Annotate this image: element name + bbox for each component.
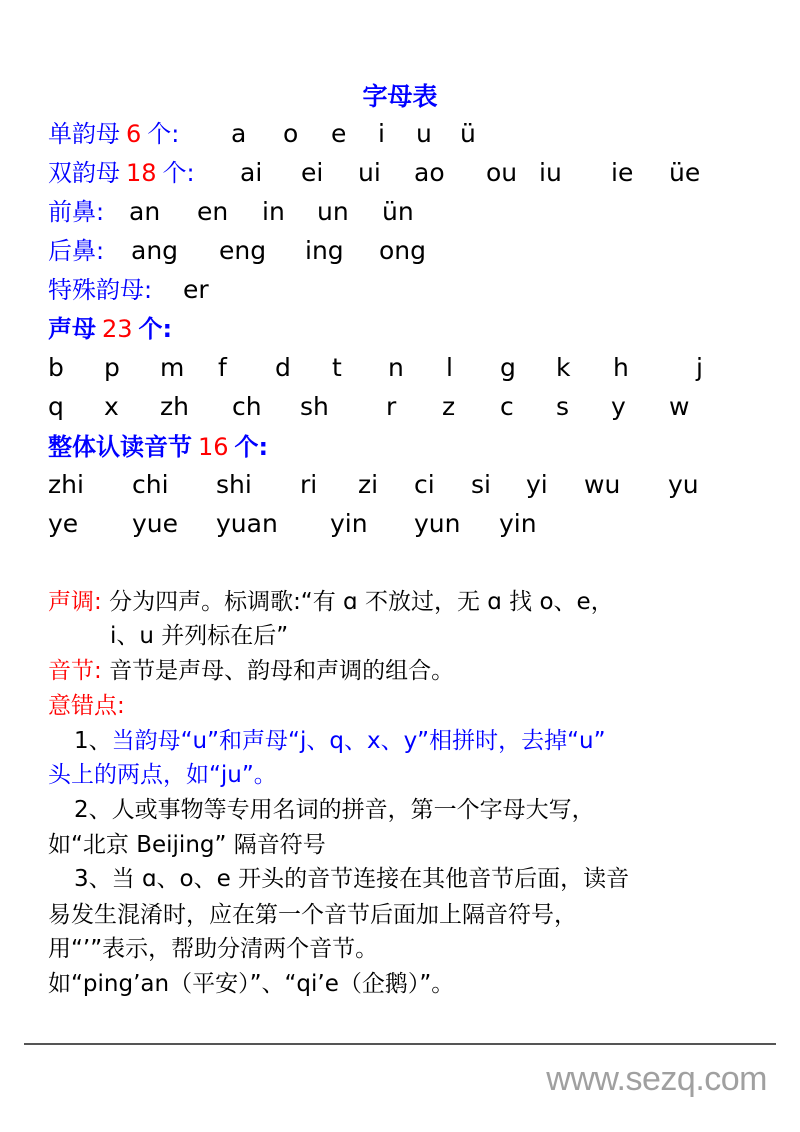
pinyin-item: ri	[300, 470, 318, 499]
pinyin-item: si	[471, 470, 491, 499]
pinyin-item: z	[442, 392, 456, 421]
pinyin-item: f	[218, 353, 227, 382]
pitfall-1-line-2	[48, 758, 768, 792]
tone-note-line-1	[48, 585, 768, 619]
pinyin-item: zhi	[48, 470, 84, 499]
single-finals-label: 单韵母	[48, 120, 120, 148]
pinyin-item: k	[556, 353, 571, 382]
pitfall-1-text-1: 当韵母“u”和声母“j、q、x、y”相拼时，去掉“u”	[111, 728, 606, 754]
pitfall-3-line-3	[48, 932, 768, 966]
pitfalls-label: 意错点:	[48, 693, 125, 719]
pitfall-2-line-1	[74, 793, 794, 827]
compound-finals-row	[48, 157, 768, 189]
pitfall-1-line-1	[74, 724, 794, 758]
pinyin-item: i	[378, 119, 385, 148]
pinyin-item: wu	[584, 470, 621, 499]
pinyin-item: p	[104, 353, 120, 382]
pinyin-item: zh	[160, 392, 189, 421]
syllable-label: 音节:	[48, 658, 102, 684]
pinyin-item: r	[386, 392, 397, 421]
footer-divider	[24, 1043, 776, 1045]
pinyin-item: a	[231, 119, 247, 148]
initials-count: 23	[102, 315, 133, 343]
compound-finals-unit: 个:	[162, 159, 195, 187]
front-nasal-row	[48, 196, 768, 228]
page-title: 字母表	[362, 82, 438, 111]
pinyin-item: x	[104, 392, 119, 421]
pinyin-item: ui	[358, 158, 381, 187]
pinyin-item: w	[669, 392, 690, 421]
pinyin-item: sh	[300, 392, 329, 421]
whole-syllables-header	[48, 431, 768, 463]
pitfall-3-line-4	[48, 967, 768, 1001]
pinyin-item: o	[283, 119, 299, 148]
initials-unit: 个:	[138, 315, 173, 343]
pinyin-item: ü	[460, 119, 476, 148]
pinyin-item: d	[275, 353, 291, 382]
tone-label: 声调:	[48, 589, 102, 615]
pinyin-item: g	[500, 353, 516, 382]
compound-finals-count: 18	[126, 159, 157, 187]
pinyin-item: eng	[219, 236, 267, 265]
compound-finals-label: 双韵母	[48, 159, 120, 187]
pitfall-1-text-2: 头上的两点，如“ju”。	[48, 762, 277, 788]
back-nasal-row	[48, 235, 768, 267]
pinyin-item: yun	[414, 509, 461, 538]
syllable-text: 音节是声母、韵母和声调的组合。	[109, 658, 455, 684]
pinyin-item: e	[331, 119, 347, 148]
pitfall-2-text-2: 如“北京 Beijing” 隔音符号	[48, 832, 326, 858]
pinyin-item: yin	[499, 509, 537, 538]
pinyin-item: yin	[330, 509, 368, 538]
pinyin-item: yuan	[216, 509, 278, 538]
front-nasal-label: 前鼻:	[48, 198, 105, 226]
syllable-note	[48, 654, 768, 688]
pinyin-item: zi	[358, 470, 379, 499]
tone-note-line-2	[110, 619, 800, 653]
pinyin-item: s	[556, 392, 570, 421]
back-nasal-label: 后鼻:	[48, 237, 105, 265]
single-finals-row	[48, 118, 768, 150]
tone-text-line-2: i、u 并列标在后”	[110, 623, 289, 649]
pitfall-3-line-1	[74, 862, 794, 896]
pinyin-item: b	[48, 353, 64, 382]
pinyin-item: n	[388, 353, 404, 382]
special-final-row	[48, 274, 768, 306]
pinyin-item: u	[416, 119, 432, 148]
initials-row-2	[48, 391, 768, 423]
pinyin-item: ou	[486, 158, 518, 187]
pinyin-item: h	[613, 353, 629, 382]
pinyin-item: yue	[132, 509, 179, 538]
pinyin-item: an	[129, 197, 161, 226]
pitfall-2-line-2	[48, 828, 768, 862]
pinyin-item: m	[160, 353, 185, 382]
whole-syllables-unit: 个:	[234, 433, 269, 461]
pitfalls-header	[48, 689, 768, 723]
initials-header	[48, 313, 768, 345]
pitfall-3-text-2: 易发生混淆时，应在第一个音节后面加上隔音符号，	[48, 902, 577, 928]
pinyin-item: chi	[132, 470, 169, 499]
pitfall-3-text-4: 如“ping’an（平安）”、“qi’e（企鹅）”。	[48, 971, 455, 997]
single-finals-count: 6	[126, 120, 142, 148]
tone-text-line-1: 分为四声。标调歌:“有 ɑ 不放过，无 ɑ 找 o、e，	[109, 589, 614, 615]
pinyin-item: un	[317, 197, 349, 226]
pinyin-item: shi	[216, 470, 252, 499]
pinyin-item: ong	[379, 236, 427, 265]
pinyin-item: yu	[668, 470, 699, 499]
watermark: www.sezq.com	[546, 1060, 767, 1098]
pinyin-item: ün	[382, 197, 414, 226]
initials-label: 声母	[48, 315, 96, 343]
pinyin-item: ang	[131, 236, 179, 265]
pitfall-1-number: 1、	[74, 728, 112, 754]
pinyin-item: t	[332, 353, 342, 382]
single-finals-unit: 个:	[147, 120, 180, 148]
whole-syllables-row-2	[48, 508, 768, 540]
pinyin-item: q	[48, 392, 64, 421]
pitfall-3-text-1: 3、当 ɑ、o、e 开头的音节连接在其他音节后面，读音	[74, 866, 630, 892]
whole-syllables-row-1	[48, 469, 768, 501]
pinyin-item: ing	[305, 236, 344, 265]
pinyin-item: üe	[669, 158, 701, 187]
pinyin-item: l	[446, 353, 453, 382]
pinyin-item: ai	[240, 158, 263, 187]
pinyin-item: yi	[526, 470, 548, 499]
special-final-label: 特殊韵母:	[48, 276, 153, 304]
whole-syllables-label: 整体认读音节	[48, 433, 192, 461]
pinyin-item: en	[197, 197, 229, 226]
pinyin-item: ci	[414, 470, 435, 499]
pinyin-item: er	[183, 275, 209, 304]
pitfall-3-text-3: 用“’”表示，帮助分清两个音节。	[48, 936, 379, 962]
pinyin-item: iu	[539, 158, 562, 187]
pitfall-2-text-1: 2、人或事物等专用名词的拼音，第一个字母大写，	[74, 797, 595, 823]
pinyin-item: ch	[232, 392, 262, 421]
pinyin-item: ei	[301, 158, 324, 187]
pinyin-item: c	[500, 392, 514, 421]
initials-row-1	[48, 352, 768, 384]
pinyin-item: j	[696, 353, 703, 382]
pinyin-item: ie	[611, 158, 634, 187]
pinyin-item: y	[611, 392, 626, 421]
pitfall-3-line-2	[48, 898, 768, 932]
pinyin-item: ao	[414, 158, 445, 187]
whole-syllables-count: 16	[198, 433, 229, 461]
pinyin-item: ye	[48, 509, 79, 538]
pinyin-item: in	[262, 197, 285, 226]
